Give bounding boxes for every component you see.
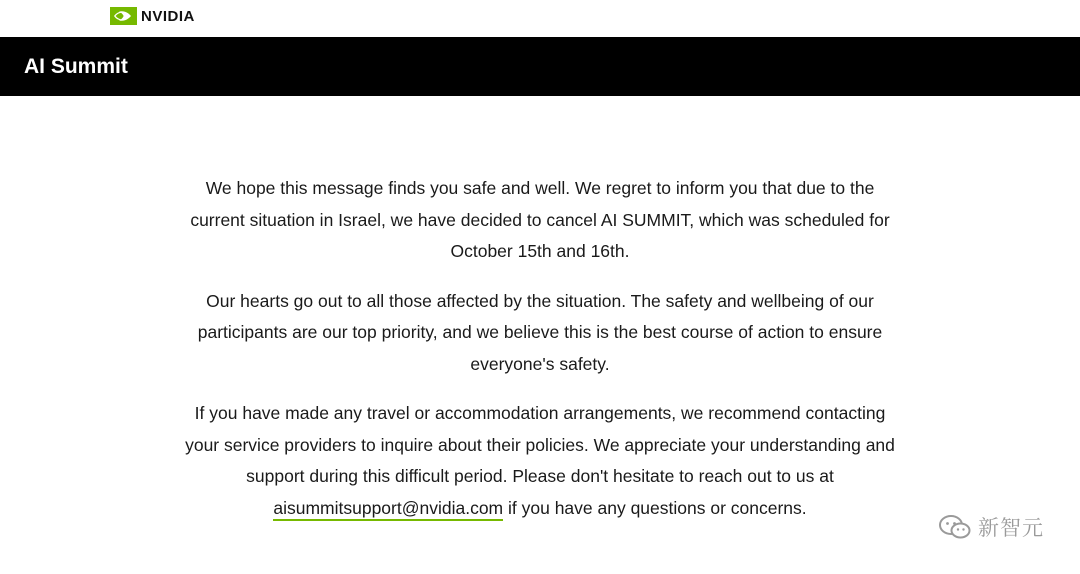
nvidia-logo[interactable] — [110, 7, 195, 25]
page-banner — [0, 37, 1080, 96]
message-paragraph-1: We hope this message finds you safe and well. We regret to inform you that due to the current situation in Israel, we have decided to cancel AI SUMMIT, which was scheduled for October 15th and 16th. — [190, 178, 890, 261]
nvidia-eye-icon — [110, 7, 137, 25]
logo-wordmark: NVIDIA — [141, 7, 195, 25]
paragraph-3-text-before: If you have made any travel or accommodation arrangements, we recommend contacting your service providers to inquire about their policies. We appreciate your understanding and support during this difficult period. Please don't hesitate to reach out to us at — [185, 403, 895, 486]
watermark-text: 新智元 — [978, 516, 1044, 540]
watermark — [938, 512, 1044, 542]
support-email-link[interactable]: aisummitsupport@nvidia.com — [273, 498, 503, 521]
wechat-icon — [938, 514, 972, 540]
message-paragraph-2: Our hearts go out to all those affected by the situation. The safety and wellbeing of our participants are our top priority, and we believe this is the best course of action to ensure everyone's safety. — [197, 290, 883, 374]
message-paragraph-3 — [180, 398, 900, 524]
paragraph-3-text-after: if you have any questions or concerns. — [503, 497, 807, 518]
top-bar — [0, 0, 1080, 37]
cancellation-message — [180, 96, 900, 524]
page-title: AI Summit — [24, 54, 128, 78]
